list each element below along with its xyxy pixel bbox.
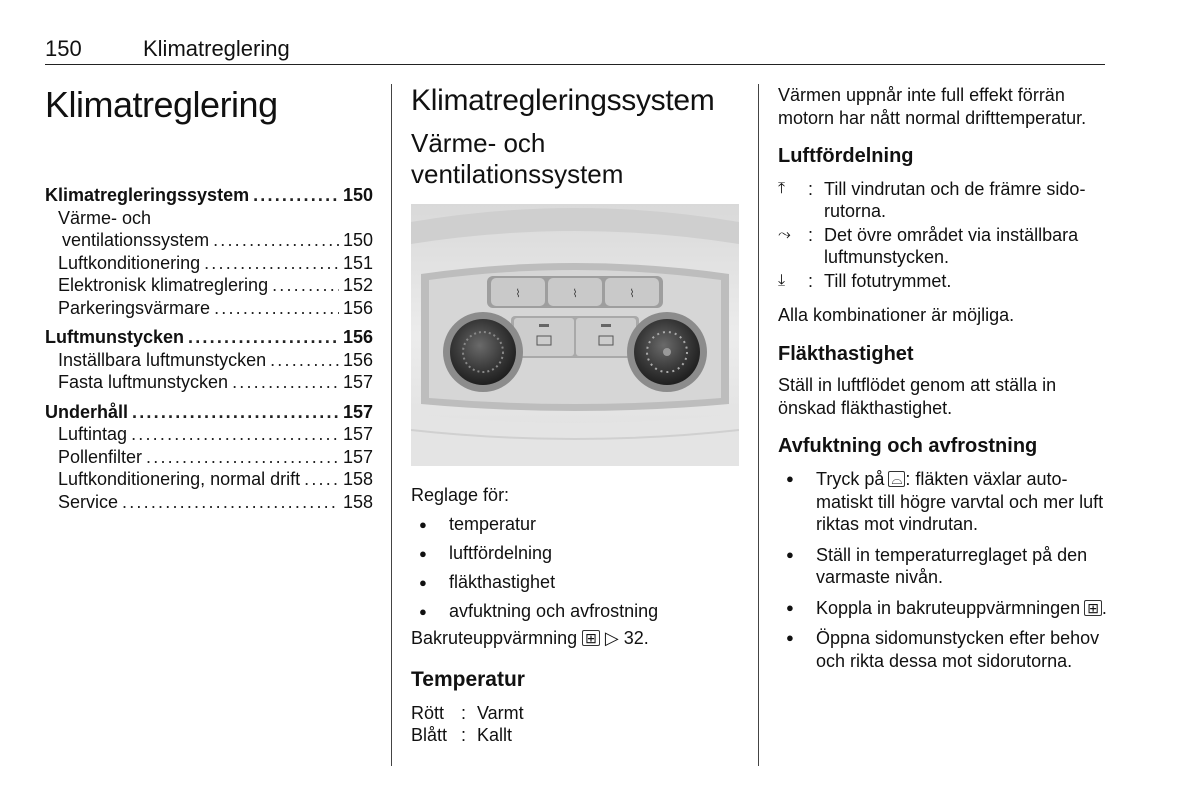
toc-entry[interactable] bbox=[45, 468, 373, 491]
distribution-row bbox=[778, 224, 1108, 268]
subsection-title-line: Värme- och bbox=[411, 128, 546, 158]
toc-entry-page: 156 bbox=[342, 297, 373, 318]
toc-entry-label: ventilationssystem bbox=[62, 230, 210, 250]
toc-entry[interactable] bbox=[45, 326, 373, 349]
distribution-text: Det övre området via inställbara luftmunstycken. bbox=[824, 225, 1079, 267]
section-title: Klimatregleringssystem bbox=[411, 84, 715, 117]
arrow-reference-icon: ▷ bbox=[604, 628, 619, 648]
bullet-icon: ● bbox=[786, 546, 794, 562]
windscreen-airflow-icon: ⤒ bbox=[778, 180, 786, 197]
list-item-text: fläkthastighet bbox=[449, 572, 556, 592]
list-item bbox=[778, 468, 1108, 536]
toc-entry-label: Luftmunstycken bbox=[45, 327, 185, 347]
step-text: Öppna sidomunstycken efter behov och rikta dessa mot sidorutorna. bbox=[816, 628, 1100, 671]
toc-leader-dots bbox=[270, 349, 339, 372]
toc-leader-dots bbox=[304, 468, 339, 491]
toc-entry[interactable] bbox=[45, 423, 373, 446]
list-item bbox=[411, 513, 741, 536]
toc-leader-dots bbox=[188, 326, 339, 349]
list-item bbox=[778, 627, 1108, 672]
temperature-table bbox=[411, 702, 741, 746]
rear-defrost-icon: ⊞ bbox=[1084, 600, 1102, 616]
page-number: 150 bbox=[45, 36, 82, 61]
temperature-row bbox=[411, 724, 741, 746]
bullet-icon: ● bbox=[419, 546, 427, 561]
toc-entry-label: Pollenfilter bbox=[58, 446, 143, 467]
temperature-value: Kallt bbox=[477, 725, 513, 745]
toc-entry-label: Service bbox=[58, 491, 119, 512]
toc-entry[interactable] bbox=[45, 349, 373, 372]
separator-colon: : bbox=[461, 703, 467, 723]
bullet-icon: ● bbox=[786, 630, 794, 645]
distribution-row bbox=[778, 178, 1108, 222]
toc-entry-page: 152 bbox=[342, 275, 373, 295]
toc-entry-page: 151 bbox=[342, 252, 373, 273]
separator-colon: : bbox=[808, 271, 814, 291]
toc-entry[interactable] bbox=[45, 491, 373, 514]
list-item-text: temperatur bbox=[449, 514, 537, 534]
temperature-key: Blått bbox=[411, 725, 448, 745]
subsection-title bbox=[411, 128, 741, 190]
rear-window-page-ref: 32. bbox=[623, 628, 649, 648]
toc-leader-dots bbox=[132, 401, 339, 424]
toc-entry-label: Klimatregleringssystem bbox=[45, 185, 250, 205]
toc-entry-label: Värme- och bbox=[58, 207, 152, 228]
table-of-contents bbox=[45, 184, 373, 513]
distribution-list bbox=[778, 178, 1108, 292]
toc-entry-label: Parkeringsvärmare bbox=[58, 297, 211, 318]
section-column bbox=[411, 84, 741, 746]
svg-text:⌇: ⌇ bbox=[572, 288, 578, 300]
windscreen-defrost-icon: ⌓ bbox=[888, 471, 905, 487]
toc-leader-dots bbox=[272, 274, 339, 297]
toc-leader-dots bbox=[213, 229, 339, 252]
fan-speed-text: Ställ in luftflödet genom att ställa in önskad fläkthastighet. bbox=[778, 375, 1057, 418]
subsection-title-line: ventilationssystem bbox=[411, 159, 624, 189]
separator-colon: : bbox=[461, 725, 467, 745]
toc-entry[interactable] bbox=[45, 446, 373, 469]
bullet-icon: ● bbox=[419, 575, 427, 590]
toc-entry-label: Luftintag bbox=[58, 424, 128, 444]
toc-entry-label: Elektronisk klimatreglering bbox=[58, 275, 269, 295]
svg-text:⌇: ⌇ bbox=[515, 288, 521, 300]
toc-entry-page: 156 bbox=[342, 349, 373, 370]
controls-list bbox=[411, 513, 741, 623]
toc-leader-dots bbox=[214, 297, 339, 320]
bullet-icon: ● bbox=[419, 604, 427, 619]
temperature-value: Varmt bbox=[477, 703, 524, 723]
step-text: Ställ in temperaturreglaget på den varmaste nivån. bbox=[816, 544, 1088, 587]
controls-intro: Reglage för: bbox=[411, 485, 510, 505]
toc-entry[interactable] bbox=[45, 401, 373, 424]
list-item bbox=[778, 597, 1108, 620]
list-item bbox=[411, 542, 741, 565]
climate-panel-illustration bbox=[411, 204, 739, 466]
distribution-heading: Luftfördelning bbox=[778, 145, 914, 167]
toc-entry-page: 150 bbox=[342, 230, 373, 250]
separator-colon: : bbox=[808, 225, 814, 245]
upper-airflow-icon: ⤳ bbox=[778, 226, 791, 243]
rear-window-text: Bakruteuppvärmning bbox=[411, 628, 578, 648]
toc-entry-page: 156 bbox=[342, 327, 373, 347]
toc-entry[interactable] bbox=[45, 229, 373, 252]
details-column bbox=[778, 84, 1108, 680]
toc-entry-page: 157 bbox=[342, 446, 373, 467]
toc-entry[interactable] bbox=[45, 252, 373, 275]
footwell-airflow-icon: ⤓ bbox=[778, 272, 786, 289]
defrost-heading: Avfuktning och avfrostning bbox=[778, 435, 1038, 457]
list-item bbox=[411, 571, 741, 594]
list-item-text: luftfördelning bbox=[449, 543, 553, 563]
separator-colon: : bbox=[808, 179, 814, 199]
toc-entry[interactable] bbox=[45, 297, 373, 320]
chapter-title: Klimatreglering bbox=[45, 84, 278, 125]
toc-entry-label: Fasta luftmunstycken bbox=[58, 372, 229, 392]
combinations-text: Alla kombinationer är möjliga. bbox=[778, 305, 1015, 325]
list-item bbox=[411, 600, 741, 623]
column-divider bbox=[758, 84, 759, 766]
toc-entry-page: 158 bbox=[342, 469, 373, 489]
toc-entry[interactable] bbox=[45, 207, 373, 230]
toc-leader-dots bbox=[232, 371, 339, 394]
toc-entry-page: 157 bbox=[342, 424, 373, 444]
toc-entry[interactable] bbox=[45, 274, 373, 297]
toc-entry-page: 157 bbox=[342, 401, 373, 422]
list-item-text: avfuktning och avfrostning bbox=[449, 601, 659, 621]
temperature-key: Rött bbox=[411, 703, 445, 723]
list-item bbox=[778, 544, 1108, 589]
toc-entry-label: Inställbara luftmunstycken bbox=[58, 349, 267, 370]
step-text: Koppla in bakrutеuppvärmningen bbox=[816, 597, 1081, 618]
defrost-steps-list bbox=[778, 468, 1108, 672]
bullet-icon: ● bbox=[786, 471, 794, 486]
toc-leader-dots bbox=[131, 423, 339, 446]
toc-entry[interactable] bbox=[45, 184, 373, 207]
distribution-text: Till fotutrymmet. bbox=[824, 271, 952, 291]
column-divider bbox=[391, 84, 392, 766]
temperature-row bbox=[411, 702, 741, 724]
bullet-icon: ● bbox=[786, 599, 794, 615]
temperature-heading: Temperatur bbox=[411, 668, 525, 691]
toc-entry[interactable] bbox=[45, 371, 373, 394]
toc-leader-dots bbox=[146, 446, 339, 469]
toc-gap bbox=[45, 394, 373, 401]
rear-defrost-icon: ⊞ bbox=[582, 630, 600, 646]
rear-window-reference bbox=[411, 627, 741, 650]
svg-text:⌇: ⌇ bbox=[629, 288, 635, 300]
bullet-icon: ● bbox=[419, 517, 427, 532]
toc-entry-page: 158 bbox=[342, 491, 373, 512]
toc-entry-label: Luftkonditionering, normal drift bbox=[58, 469, 301, 489]
climate-control-panel-image bbox=[411, 204, 739, 466]
distribution-text: Till vindrutan och de främre sidorutorna. bbox=[824, 179, 1086, 221]
step-text: . bbox=[1101, 597, 1107, 618]
fan-speed-heading: Fläkthastighet bbox=[778, 343, 914, 365]
distribution-row bbox=[778, 270, 1108, 292]
intro-text: Värmen uppnår inte full effekt förrän motorn har nått normal drifttemperatur. bbox=[778, 85, 1087, 128]
step-text: : fläkten växlar automatiskt till högre varvtal och mer luft riktas mot vindrutan. bbox=[816, 469, 1104, 534]
toc-column bbox=[45, 84, 373, 513]
toc-entry-page: 150 bbox=[342, 185, 373, 205]
toc-leader-dots bbox=[253, 184, 339, 207]
toc-leader-dots bbox=[204, 252, 339, 275]
step-text: Tryck på bbox=[816, 469, 885, 489]
running-title: Klimatreglering bbox=[143, 36, 290, 61]
toc-entry-label: Luftkonditionering bbox=[58, 252, 201, 273]
toc-entry-page: 157 bbox=[342, 372, 373, 392]
toc-leader-dots bbox=[122, 491, 339, 514]
toc-gap bbox=[45, 319, 373, 326]
toc-entry-label: Underhåll bbox=[45, 401, 129, 422]
page-header bbox=[45, 36, 1105, 65]
